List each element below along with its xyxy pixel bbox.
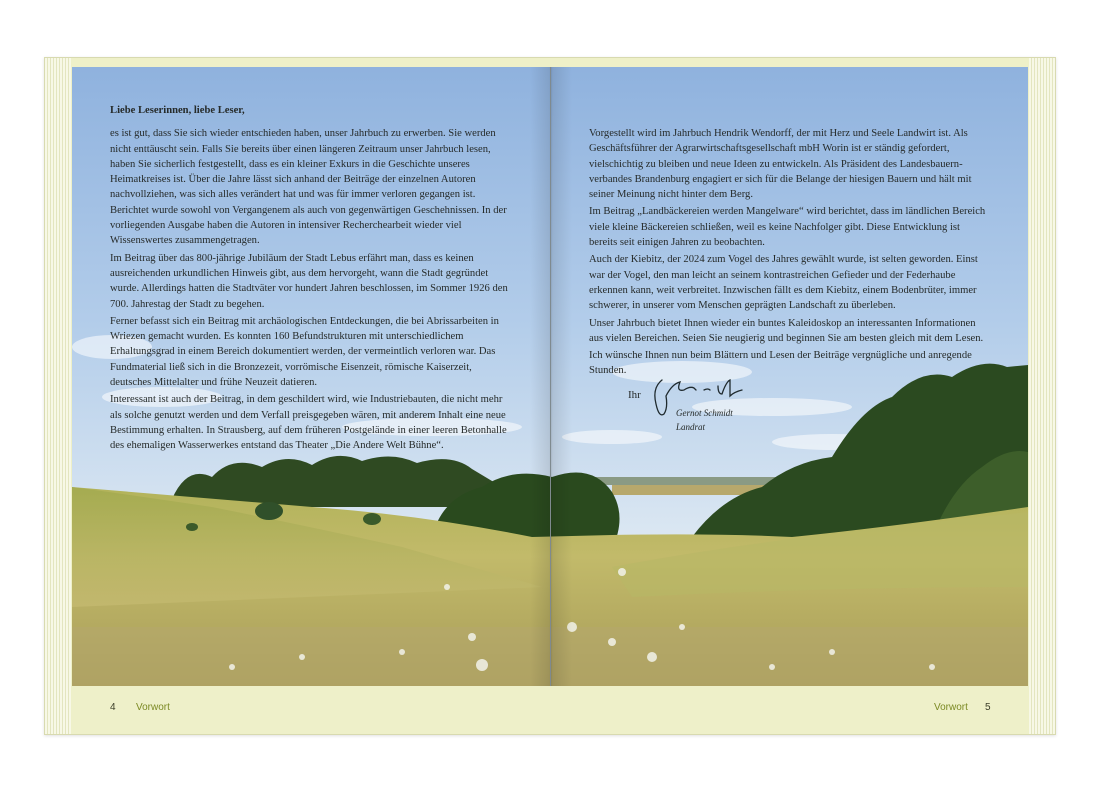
page-footer	[72, 686, 1028, 734]
paragraph: Im Beitrag über das 800-jährige Jubiläum der Stadt Lebus erfährt man, dass es keinen ausreichenden urkundlichen Hinweis gibt, aus dem hervorgeht, wann die Stadt gegründet wurde. Allerdings hatten die Stadtväter vor hundert Jahren beschlossen, im Sommer 1926 den 700. Jahrestag der Stadt zu begehen.	[110, 252, 508, 310]
paragraph: Unser Jahrbuch bietet Ihnen wieder ein buntes Kaleidoskop an interessanten Informationen aus vielen Bereichen. Seien Sie neugierig und beginnen Sie am besten gleich mit dem Lesen.	[589, 317, 984, 344]
paragraph: Auch der Kiebitz, der 2024 zum Vogel des Jahres gewählt wurde, ist selten geworden. Einst war der Vogel, den man leicht an seinem kontrastreichen Gefieder und der Federhaube erkennen kann, weit verbreitet. Inzwischen fällt es dem Kiebitz, einem Bodenbrüter, immer schwerer, in unserer vom Menschen geprägten Landschaft zu überleben.	[589, 254, 978, 312]
signature-prefix: Ihr	[628, 389, 641, 401]
paragraph: Ich wünsche Ihnen nun beim Blättern und Lesen der Beiträge vergnügliche und anregende Stunden.	[589, 350, 972, 377]
paragraph: Vorgestellt wird im Jahrbuch Hendrik Wendorff, der mit Herz und Seele Landwirt ist. Als Geschäftsführer der Agrarwirtschaftsgesellschaft mbH Worin ist er ständig gefordert, vielschichtig zu bleiben und neue Ideen zu entwickeln. Als Präsident des Landesbauernverbandes Brandenburg engagiert er sich für die Belange der hiesigen Bauern und hält mit seiner Meinung nicht hinter dem Berg.	[589, 128, 972, 201]
gutter-line	[550, 67, 551, 734]
paragraph: Im Beitrag „Landbäckereien werden Mangelware“ wird berichtet, dass im ländlichen Bereich viele kleine Bäckereien schließen, weil es keine Nachfolger gibt. Diese Entwicklung ist bereits seit einigen Jahren zu beobachten.	[589, 206, 986, 249]
signature-name: Gernot Schmidt	[676, 408, 733, 418]
signature-block	[628, 374, 868, 434]
paragraph: Interessant ist auch der Beitrag, in dem geschildert wird, wie Industriebauten, die nicht mehr als solche genutzt werden und dem Verfall preisgegeben wären, mit anderem Inhalt eine neue Bestimmung erhalten. In Strausberg, auf dem früheren Postgelände in einer leeren Betonhalle des ehemaligen Wasserwerkes entstand das Theater „Die Andere Welt Bühne“.	[110, 394, 507, 452]
page-edges-left	[45, 58, 71, 734]
page-edges-right	[1029, 58, 1055, 734]
page-spread	[72, 67, 1028, 734]
page-number-left: 4	[110, 702, 116, 713]
left-page-text	[110, 103, 514, 456]
page-number-right: 5	[985, 702, 991, 713]
paragraph: Ferner befasst sich ein Beitrag mit archäologischen Entdeckungen, die bei Abrissarbeiten in Wriezen gemacht wurden. Es konnten 160 Befundstrukturen mit unterschiedlichem Erhaltungsgrad in einem Bereich dokumentiert werden, der vermeintlich verloren war. Das Fundmaterial ließ sich in die Bronzezeit, vorrömische Eisenzeit, römische Kaiserzeit, deutsches Mittelalter und frühe Neuzeit datieren.	[110, 315, 499, 389]
signature-title: Landrat	[676, 422, 706, 432]
section-label-left: Vorwort	[136, 702, 170, 713]
gutter-shadow	[530, 67, 572, 734]
paragraph: es ist gut, dass Sie sich wieder entschieden haben, unser Jahrbuch zu erwerben. Sie werden nicht enttäuscht sein. Falls Sie bereits über einen längeren Zeitraum unser Jahrbuch lesen, haben Sie sicherlich festgestellt, dass es ein kleiner Exkurs in die Geschichte unseres Heimatkreises ist. Über die Jahre lässt sich anhand der Beiträge der einzelnen Autoren nachvollziehen, was sich alles verändert hat und was für immer verloren gegangen ist. Berichtet wurde sowohl von Vergangenem als auch von gegenwärtigen Geschehnissen. In der vorliegenden Ausgabe haben die Autoren in intensiver Recherchearbeit wieder viel Wissenswertes zusammengetragen.	[110, 128, 507, 247]
greeting: Liebe Leserinnen, liebe Leser,	[110, 105, 245, 116]
section-label-right: Vorwort	[934, 702, 968, 713]
right-page-text	[589, 126, 989, 381]
open-book	[44, 57, 1056, 735]
